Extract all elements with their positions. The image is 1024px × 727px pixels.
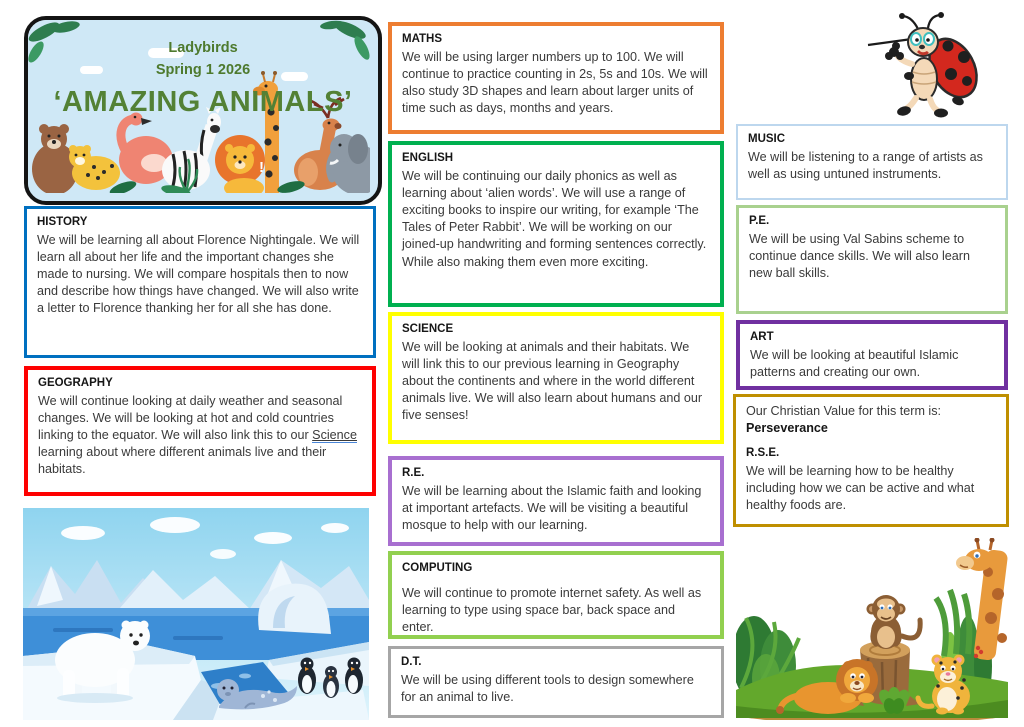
christian-value-word: Perseverance <box>746 421 828 436</box>
pe-title: P.E. <box>749 215 770 227</box>
geography-box <box>24 366 376 496</box>
music-body: We will be listening to a range of artists as well as using untuned instruments. <box>748 149 983 182</box>
history-title: HISTORY <box>37 216 88 228</box>
english-box <box>388 141 724 307</box>
pe-body: We will be using Val Sabins scheme to continue dance skills. We will also learn new ball skills. <box>749 231 970 281</box>
music-title: MUSIC <box>748 133 786 145</box>
geography-title: GEOGRAPHY <box>38 377 113 389</box>
maths-box <box>388 22 724 134</box>
art-box <box>736 320 1008 390</box>
rse-title: R.S.E. <box>746 447 780 460</box>
geography-body: We will continue looking at daily weather and seasonal changes. We will be looking at hot and cold countries linking to the equator. We will also link this to our Science learning about where different animals live and their habitats. <box>38 393 357 477</box>
english-body: We will be continuing our daily phonics as well as learning about ‘alien words’. We will use a range of exciting books to inspire our writing, for example ‘The Tales of Peter Rabbit’. We will be working on our joined-up handwriting and forming sentences correctly. While also making them even more exciting. <box>402 168 707 269</box>
class-name: Ladybirds <box>168 40 238 56</box>
science-title: SCIENCE <box>402 323 454 335</box>
dt-title: D.T. <box>401 656 422 668</box>
christian-value-rse-box <box>733 394 1009 527</box>
maths-title: MATHS <box>402 33 443 45</box>
art-body: We will be looking at beautiful Islamic patterns and creating our own. <box>750 347 959 380</box>
re-box <box>388 456 724 546</box>
re-title: R.E. <box>402 467 425 479</box>
ladybird-mascot-image <box>860 12 990 120</box>
history-box <box>24 206 376 358</box>
maths-body: We will be using larger numbers up to 100. We will continue to practice counting in 2s, 5s and 10s. We will also study 3D shapes and learn about larger units of time such as days, months and years. <box>402 49 708 116</box>
dt-box <box>388 646 724 718</box>
re-body: We will be learning about the Islamic faith and looking at important artefacts. We will be visiting a beautiful mosque to help with our learning. <box>402 483 702 533</box>
topic-header-card <box>24 16 382 205</box>
science-body: We will be looking at animals and their habitats. We will link this to our previous learning in Geography about the continents and where in the world different animals live. We will also learn about humans and our five senses! <box>402 339 703 423</box>
art-title: ART <box>750 331 774 343</box>
computing-title: COMPUTING <box>402 562 473 574</box>
pe-box <box>736 205 1008 314</box>
computing-box <box>388 551 724 639</box>
christian-value-intro: Our Christian Value for this term is: <box>746 404 942 418</box>
arctic-polar-scene-image <box>23 508 369 720</box>
svg-text:!: ! <box>259 159 264 176</box>
topic-title: ‘AMAZING ANIMALS’ <box>53 86 353 118</box>
science-box <box>388 312 724 444</box>
dt-body: We will be using different tools to design somewhere for an animal to live. <box>401 672 694 705</box>
english-title: ENGLISH <box>402 152 454 164</box>
safari-animals-image <box>736 538 1008 720</box>
history-body: We will be learning all about Florence Nightingale. We will learn all about her life and the important changes she made to nursing. We will compare hospitals then to now and describe how things have changed. We will also write a letter to Florence thanking her for all she has done. <box>37 232 360 316</box>
computing-body: We will continue to promote internet safety. As well as learning to type using space bar, back space and enter. <box>402 585 702 635</box>
music-box <box>736 124 1008 200</box>
rse-body: We will be learning how to be healthy including how we can be active and what healthy foods are. <box>746 464 975 513</box>
science-underlined-word: Science <box>312 428 357 443</box>
term-label: Spring 1 2026 <box>155 62 251 78</box>
